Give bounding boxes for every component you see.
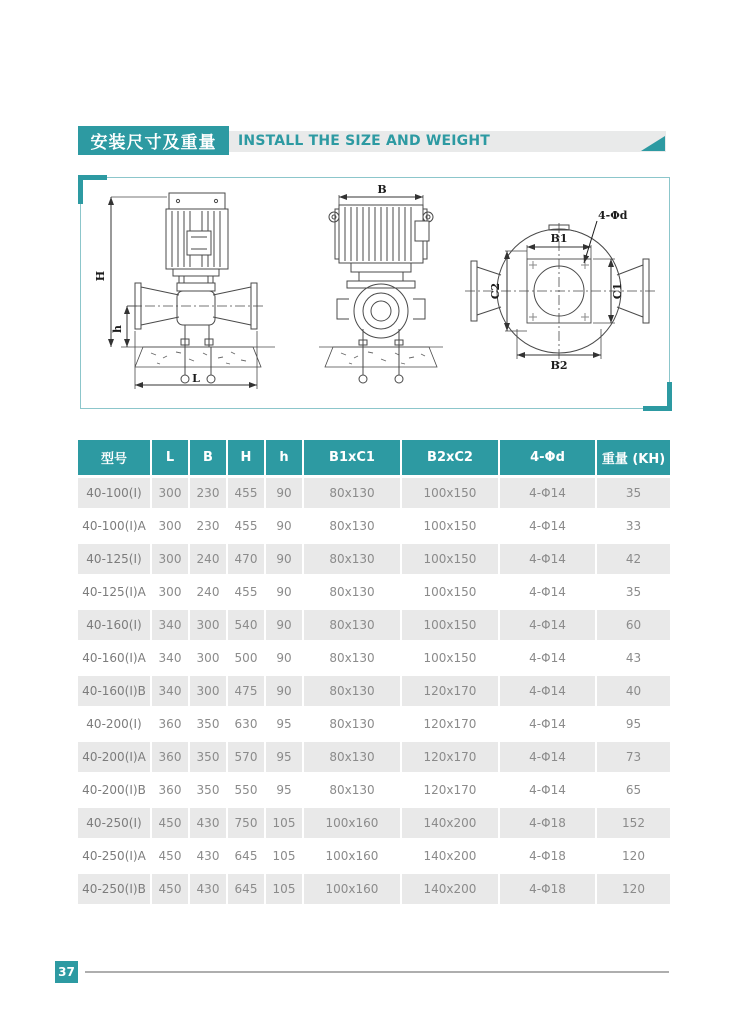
value-cell: 4-Φ18 [500, 841, 597, 874]
value-cell: 73 [597, 742, 670, 775]
value-cell: 105 [266, 874, 304, 907]
value-cell: 80x130 [304, 478, 402, 511]
model-cell: 40-200(I)A [78, 742, 152, 775]
value-cell: 630 [228, 709, 266, 742]
dim-label-B2: B2 [550, 359, 568, 372]
value-cell: 35 [597, 577, 670, 610]
column-header: h [266, 440, 304, 478]
value-cell: 100x150 [402, 643, 500, 676]
value-cell: 80x130 [304, 775, 402, 808]
value-cell: 4-Φ14 [500, 478, 597, 511]
value-cell: 43 [597, 643, 670, 676]
value-cell: 240 [190, 544, 228, 577]
value-cell: 645 [228, 874, 266, 907]
dim-label-h: h [111, 325, 124, 333]
value-cell: 360 [152, 709, 190, 742]
value-cell: 80x130 [304, 544, 402, 577]
value-cell: 4-Φ14 [500, 577, 597, 610]
value-cell: 33 [597, 511, 670, 544]
value-cell: 100x150 [402, 577, 500, 610]
value-cell: 500 [228, 643, 266, 676]
value-cell: 4-Φ18 [500, 874, 597, 907]
table-row [78, 478, 670, 511]
value-cell: 4-Φ14 [500, 643, 597, 676]
value-cell: 100x150 [402, 478, 500, 511]
table-header-row [78, 440, 670, 478]
value-cell: 35 [597, 478, 670, 511]
value-cell: 90 [266, 511, 304, 544]
value-cell: 455 [228, 511, 266, 544]
value-cell: 4-Φ14 [500, 775, 597, 808]
model-cell: 40-125(I)A [78, 577, 152, 610]
table-body [78, 478, 670, 907]
value-cell: 80x130 [304, 643, 402, 676]
column-header: H [228, 440, 266, 478]
column-header: 4-Φd [500, 440, 597, 478]
value-cell: 80x130 [304, 610, 402, 643]
value-cell: 475 [228, 676, 266, 709]
table-row [78, 742, 670, 775]
model-cell: 40-250(I) [78, 808, 152, 841]
value-cell: 4-Φ14 [500, 676, 597, 709]
value-cell: 90 [266, 610, 304, 643]
value-cell: 300 [152, 478, 190, 511]
value-cell: 105 [266, 808, 304, 841]
value-cell: 300 [152, 577, 190, 610]
value-cell: 95 [266, 709, 304, 742]
model-cell: 40-100(I) [78, 478, 152, 511]
panel-corner-accent-bottomright [643, 382, 672, 411]
value-cell: 450 [152, 808, 190, 841]
value-cell: 100x160 [304, 808, 402, 841]
value-cell: 95 [597, 709, 670, 742]
value-cell: 360 [152, 742, 190, 775]
value-cell: 470 [228, 544, 266, 577]
table-row [78, 709, 670, 742]
value-cell: 340 [152, 610, 190, 643]
value-cell: 100x160 [304, 874, 402, 907]
table-row [78, 643, 670, 676]
page-number-badge: 37 [55, 961, 78, 983]
value-cell: 4-Φ14 [500, 544, 597, 577]
table-row [78, 511, 670, 544]
value-cell: 95 [266, 742, 304, 775]
value-cell: 450 [152, 841, 190, 874]
value-cell: 4-Φ14 [500, 742, 597, 775]
value-cell: 300 [152, 544, 190, 577]
model-cell: 40-160(I)B [78, 676, 152, 709]
value-cell: 350 [190, 775, 228, 808]
value-cell: 120 [597, 841, 670, 874]
value-cell: 360 [152, 775, 190, 808]
value-cell: 120x170 [402, 742, 500, 775]
column-header: L [152, 440, 190, 478]
value-cell: 340 [152, 676, 190, 709]
value-cell: 550 [228, 775, 266, 808]
value-cell: 4-Φ14 [500, 709, 597, 742]
value-cell: 100x150 [402, 511, 500, 544]
value-cell: 42 [597, 544, 670, 577]
dim-label-B1: B1 [550, 232, 568, 245]
value-cell: 4-Φ14 [500, 511, 597, 544]
value-cell: 100x150 [402, 610, 500, 643]
value-cell: 120 [597, 874, 670, 907]
model-cell: 40-250(I)B [78, 874, 152, 907]
value-cell: 300 [190, 676, 228, 709]
value-cell: 240 [190, 577, 228, 610]
technical-drawing-panel [80, 177, 670, 409]
value-cell: 120x170 [402, 709, 500, 742]
value-cell: 100x160 [304, 841, 402, 874]
value-cell: 105 [266, 841, 304, 874]
value-cell: 140x200 [402, 808, 500, 841]
dimensions-table [78, 440, 670, 907]
table-row [78, 544, 670, 577]
value-cell: 140x200 [402, 874, 500, 907]
value-cell: 430 [190, 874, 228, 907]
value-cell: 120x170 [402, 676, 500, 709]
value-cell: 120x170 [402, 775, 500, 808]
value-cell: 230 [190, 511, 228, 544]
model-cell: 40-160(I)A [78, 643, 152, 676]
model-cell: 40-125(I) [78, 544, 152, 577]
value-cell: 80x130 [304, 709, 402, 742]
table-row [78, 577, 670, 610]
value-cell: 95 [266, 775, 304, 808]
value-cell: 80x130 [304, 676, 402, 709]
value-cell: 90 [266, 544, 304, 577]
corner-triangle-icon [641, 136, 665, 151]
value-cell: 350 [190, 709, 228, 742]
value-cell: 230 [190, 478, 228, 511]
table-row [78, 610, 670, 643]
value-cell: 4-Φ18 [500, 808, 597, 841]
table-row [78, 676, 670, 709]
value-cell: 60 [597, 610, 670, 643]
value-cell: 90 [266, 676, 304, 709]
value-cell: 90 [266, 643, 304, 676]
value-cell: 570 [228, 742, 266, 775]
value-cell: 430 [190, 808, 228, 841]
value-cell: 430 [190, 841, 228, 874]
column-header: 型号 [78, 440, 152, 478]
dim-label-C1: C1 [611, 282, 624, 300]
value-cell: 90 [266, 577, 304, 610]
value-cell: 100x150 [402, 544, 500, 577]
section-title-english: INSTALL THE SIZE AND WEIGHT [238, 133, 491, 149]
dim-label-H: H [94, 270, 107, 282]
value-cell: 152 [597, 808, 670, 841]
pump-dimension-drawing [81, 178, 669, 408]
column-header: B1xC1 [304, 440, 402, 478]
dim-label-C2: C2 [489, 282, 502, 300]
value-cell: 40 [597, 676, 670, 709]
value-cell: 340 [152, 643, 190, 676]
value-cell: 90 [266, 478, 304, 511]
dim-label-L: L [192, 372, 200, 385]
front-view-drawing [111, 193, 275, 389]
value-cell: 300 [190, 610, 228, 643]
value-cell: 750 [228, 808, 266, 841]
column-header: B2xC2 [402, 440, 500, 478]
model-cell: 40-160(I) [78, 610, 152, 643]
value-cell: 300 [190, 643, 228, 676]
column-header: B [190, 440, 228, 478]
value-cell: 4-Φ14 [500, 610, 597, 643]
value-cell: 455 [228, 577, 266, 610]
value-cell: 450 [152, 874, 190, 907]
model-cell: 40-100(I)A [78, 511, 152, 544]
value-cell: 80x130 [304, 742, 402, 775]
model-cell: 40-250(I)A [78, 841, 152, 874]
model-cell: 40-200(I) [78, 709, 152, 742]
value-cell: 80x130 [304, 511, 402, 544]
model-cell: 40-200(I)B [78, 775, 152, 808]
column-header: 重量 (KH) [597, 440, 670, 478]
value-cell: 540 [228, 610, 266, 643]
table-row [78, 775, 670, 808]
side-view-drawing [319, 195, 443, 383]
value-cell: 645 [228, 841, 266, 874]
section-title-chinese: 安装尺寸及重量 [78, 126, 229, 155]
value-cell: 350 [190, 742, 228, 775]
dim-label-B: B [377, 183, 387, 196]
table-row [78, 874, 670, 907]
table-row [78, 808, 670, 841]
table-row [78, 841, 670, 874]
value-cell: 65 [597, 775, 670, 808]
value-cell: 300 [152, 511, 190, 544]
bolt-holes-annotation: 4-Φd [598, 209, 628, 222]
value-cell: 455 [228, 478, 266, 511]
panel-corner-accent-topleft [78, 175, 107, 204]
value-cell: 140x200 [402, 841, 500, 874]
value-cell: 80x130 [304, 577, 402, 610]
footer-rule [85, 971, 669, 973]
